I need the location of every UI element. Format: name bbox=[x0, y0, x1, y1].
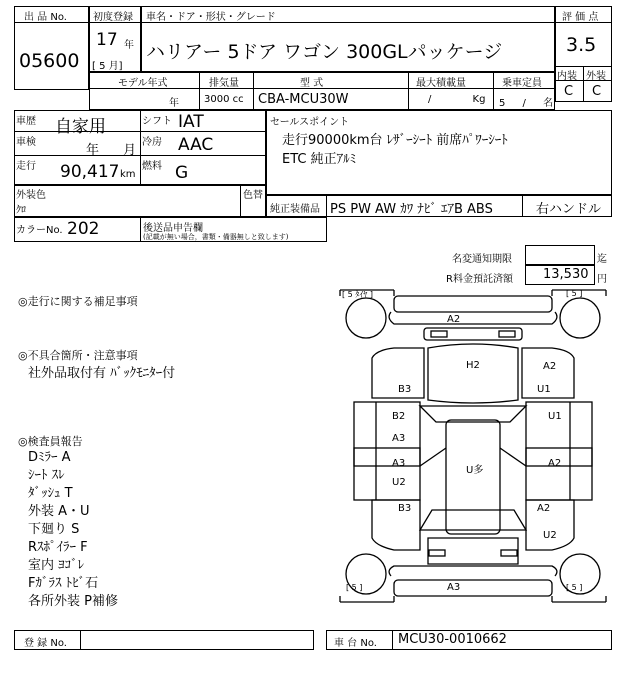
inspector-item: 各所外装 P補修 bbox=[28, 594, 118, 609]
exterior-color-value: ｸﾛ bbox=[16, 205, 26, 216]
color-no-label: カラーNo. bbox=[16, 225, 63, 236]
inspector-item: Fｶﾞﾗｽ ﾄﾋﾞ石 bbox=[28, 576, 99, 591]
lot-number: 05600 bbox=[19, 50, 80, 72]
car-damage-diagram bbox=[336, 288, 612, 604]
mark-right-rear-door: A2 bbox=[548, 458, 562, 469]
type-value: CBA-MCU30W bbox=[258, 92, 349, 107]
exterior-color-label: 外装色 bbox=[16, 190, 46, 201]
history-value: 自家用 bbox=[55, 117, 106, 137]
inspector-item: Rｽﾎﾟｲﾗｰ F bbox=[28, 540, 88, 555]
model-year-label: モデル年式 bbox=[118, 78, 168, 89]
mark-left-rear-fender: B3 bbox=[398, 503, 412, 514]
rating-value: 3.5 bbox=[566, 34, 597, 56]
aftermarket-label: 後送品申告欄 bbox=[143, 223, 203, 234]
first-reg-year: 17 bbox=[96, 30, 118, 50]
type-label: 型 式 bbox=[300, 78, 324, 89]
displacement-label: 排気量 bbox=[209, 78, 239, 89]
steering-value: 右ハンドル bbox=[536, 202, 602, 217]
mark-right-front-fender-2: U1 bbox=[537, 384, 551, 395]
mark-left-rear-door: A3 bbox=[392, 458, 406, 469]
sales-points-line2: ETC 純正ｱﾙﾐ bbox=[282, 152, 357, 167]
mark-left-front-door-2: A3 bbox=[392, 433, 406, 444]
inspection-label: 車検 bbox=[16, 137, 36, 148]
capacity-value: 5 / 名 bbox=[499, 98, 554, 109]
car-name: ハリアー 5ドア ワゴン 300GLパッケージ bbox=[146, 41, 503, 63]
reg-no-label: 登 録 No. bbox=[24, 638, 67, 649]
name-change-label: 名変通知期限 bbox=[452, 254, 512, 265]
tire-fl: [ 5 ﾀｲﾔ ] bbox=[342, 290, 373, 299]
displacement-value: 3000 cc bbox=[204, 94, 244, 105]
inspection-value: 年 月 bbox=[86, 143, 137, 158]
tire-rl: [ 5 ] bbox=[346, 583, 363, 592]
defects-text: 社外品取付有 ﾊﾞｯｸﾓﾆﾀｰ付 bbox=[28, 366, 176, 381]
first-reg-month: [ 5 月] bbox=[92, 61, 123, 72]
capacity-label: 乗車定員 bbox=[502, 78, 542, 89]
mark-right-front-door: U1 bbox=[548, 411, 562, 422]
mark-right-rear-fender-2: U2 bbox=[543, 530, 557, 541]
rating-label: 評 価 点 bbox=[562, 12, 599, 23]
inspector-item: ﾀﾞｯｼｭ T bbox=[28, 486, 73, 501]
model-year-unit: 年 bbox=[169, 98, 179, 109]
mark-hood: H2 bbox=[466, 360, 480, 371]
car-name-label: 車名・ドア・形状・グレード bbox=[146, 12, 276, 23]
mark-right-front-fender: A2 bbox=[543, 361, 557, 372]
exterior-grade: C bbox=[592, 84, 602, 99]
name-change-unit: 迄 bbox=[597, 254, 607, 265]
exterior-color-box bbox=[14, 185, 266, 217]
aftermarket-note: (記載が無い場合，書類・備器無しと致します) bbox=[143, 233, 289, 241]
lot-label: 出 品 No. bbox=[24, 12, 67, 23]
interior-grade: C bbox=[564, 84, 574, 99]
inspector-item: 下廻り S bbox=[28, 522, 80, 537]
chassis-label: 車 台 No. bbox=[334, 638, 377, 649]
inspector-item: Dﾐﾗｰ A bbox=[28, 450, 71, 465]
color-change-label: 色替 bbox=[243, 190, 263, 201]
fuel-label: 燃料 bbox=[142, 161, 162, 172]
equipment-label: 純正装備品 bbox=[270, 204, 320, 215]
sales-points-label: セールスポイント bbox=[270, 117, 350, 128]
max-load-label: 最大積載量 bbox=[416, 78, 466, 89]
ac-value: AAC bbox=[178, 135, 214, 155]
first-reg-label: 初度登録 bbox=[93, 12, 133, 23]
exterior-label: 外装 bbox=[586, 71, 606, 82]
tire-rr: [ 5 ] bbox=[566, 583, 583, 592]
mark-left-front-fender: B3 bbox=[398, 384, 412, 395]
chassis-value: MCU30-0010662 bbox=[398, 632, 507, 647]
name-change-field[interactable] bbox=[525, 245, 595, 265]
interior-label: 内装 bbox=[557, 71, 577, 82]
first-reg-year-unit: 年 bbox=[124, 40, 134, 51]
equipment-items: PS PW AW ｶﾜ ﾅﾋﾞ ｴｱB ABS bbox=[330, 202, 493, 217]
mark-roof: U多 bbox=[466, 465, 484, 476]
mileage-value: 90,417 bbox=[60, 162, 120, 182]
color-no-value: 202 bbox=[67, 219, 100, 239]
recycle-unit: 円 bbox=[597, 274, 607, 285]
inspector-item: 外装 A・U bbox=[28, 504, 90, 519]
mileage-unit: km bbox=[120, 169, 136, 180]
inspector-label: ◎検査員報告 bbox=[18, 435, 83, 448]
sales-points-line1: 走行90000km台 ﾚｻﾞｰｼｰﾄ 前席ﾊﾟﾜｰｼｰﾄ bbox=[282, 133, 508, 148]
history-label: 車歴 bbox=[16, 116, 36, 127]
driving-notes-label: ◎走行に関する補足事項 bbox=[18, 295, 138, 308]
shift-value: IAT bbox=[178, 112, 204, 132]
fuel-value: G bbox=[175, 163, 189, 183]
inspector-item: ｼｰﾄ ｽﾚ bbox=[28, 468, 65, 483]
mileage-label: 走行 bbox=[16, 161, 36, 172]
recycle-label: R料金預託済額 bbox=[446, 274, 513, 285]
mark-right-rear-fender: A2 bbox=[537, 503, 551, 514]
mark-front-bumper: A2 bbox=[447, 314, 461, 325]
mark-rear-bumper: A3 bbox=[447, 582, 461, 593]
inspector-item: 室内 ﾖｺﾞﾚ bbox=[28, 558, 85, 573]
inspector-list bbox=[28, 446, 118, 608]
defects-label: ◎不具合箇所・注意事項 bbox=[18, 349, 138, 362]
mark-left-front-door: B2 bbox=[392, 411, 406, 422]
recycle-amount: 13,530 bbox=[543, 267, 589, 282]
tire-fr: [ 5 ] bbox=[566, 289, 583, 298]
ac-label: 冷房 bbox=[142, 137, 162, 148]
shift-label: シフト bbox=[142, 116, 172, 127]
mark-left-rear-door-2: U2 bbox=[392, 477, 406, 488]
max-load-value: / Kg bbox=[428, 94, 486, 105]
